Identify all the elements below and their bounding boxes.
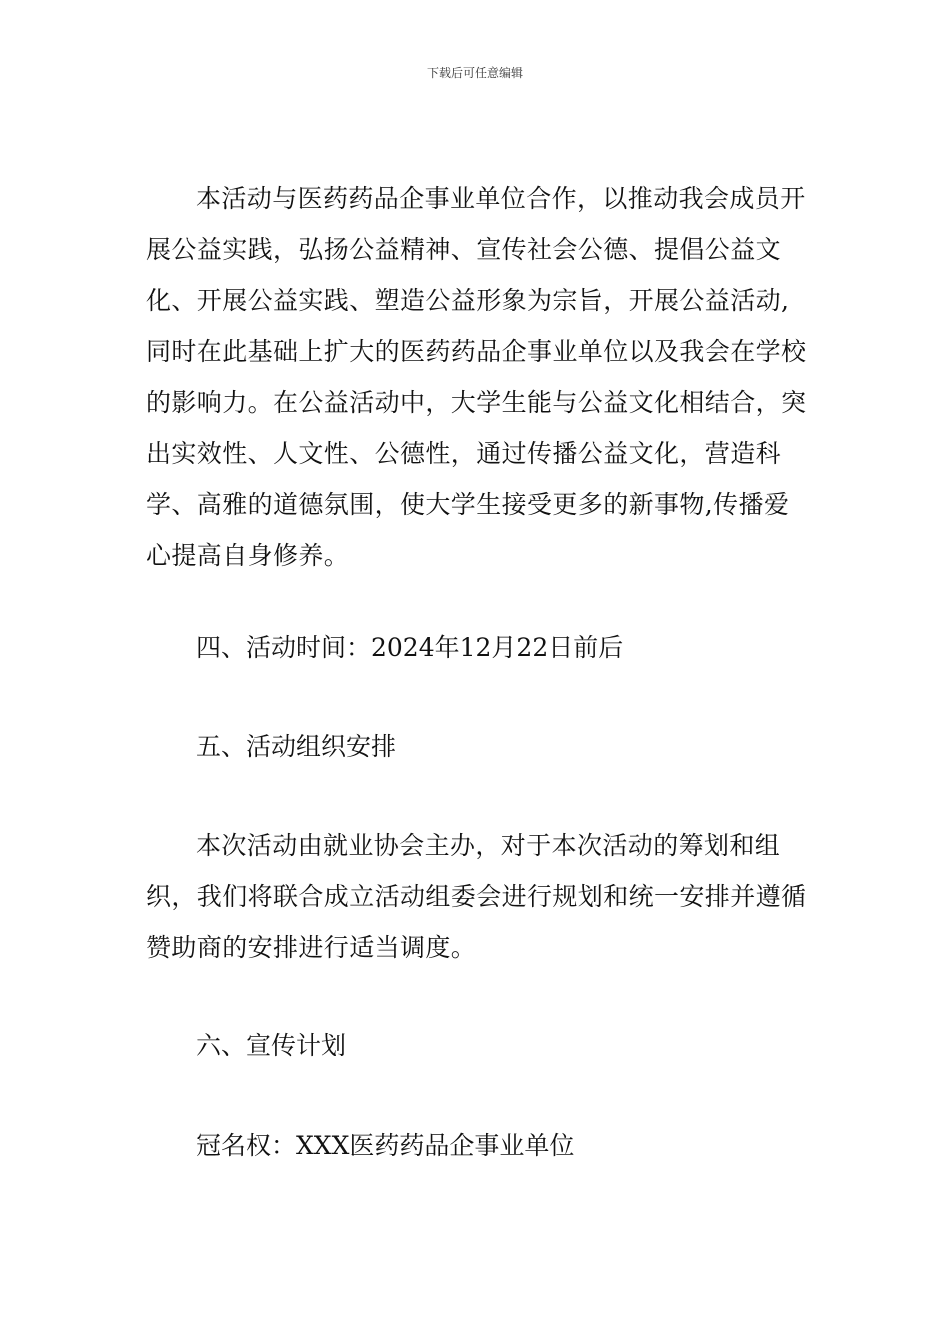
organization-paragraph: 本次活动由就业协会主办，对于本次活动的筹划和组织，我们将联合成立活动组委会进行规划和统一安排并遵循赞助商的安排进行适当调度。	[146, 831, 807, 962]
activity-time-heading: 四、活动时间：2024年12月22日前后	[196, 633, 624, 662]
publicity-heading: 六、宣传计划	[196, 1031, 347, 1060]
organization-heading: 五、活动组织安排	[196, 732, 397, 761]
intro-paragraph: 本活动与医药药品企事业单位合作，以推动我会成员开展公益实践，弘扬公益精神、宣传社会公德、提倡公益文化、开展公益实践、塑造公益形象为宗旨，开展公益活动,同时在此基础上扩大的医药药品企事业单位以及我会在学校的影响力。在公益活动中，大学生能与公益文化相结合，突出实效性、人文性、公德性，通过传播公益文化，营造科学、高雅的道德氛围，使大学生接受更多的新事物,传播爱心提高自身修养。	[146, 184, 807, 570]
page-header: 下载后可任意编辑	[426, 66, 523, 80]
naming-rights-line: 冠名权：XXX医药药品企事业单位	[196, 1131, 575, 1160]
